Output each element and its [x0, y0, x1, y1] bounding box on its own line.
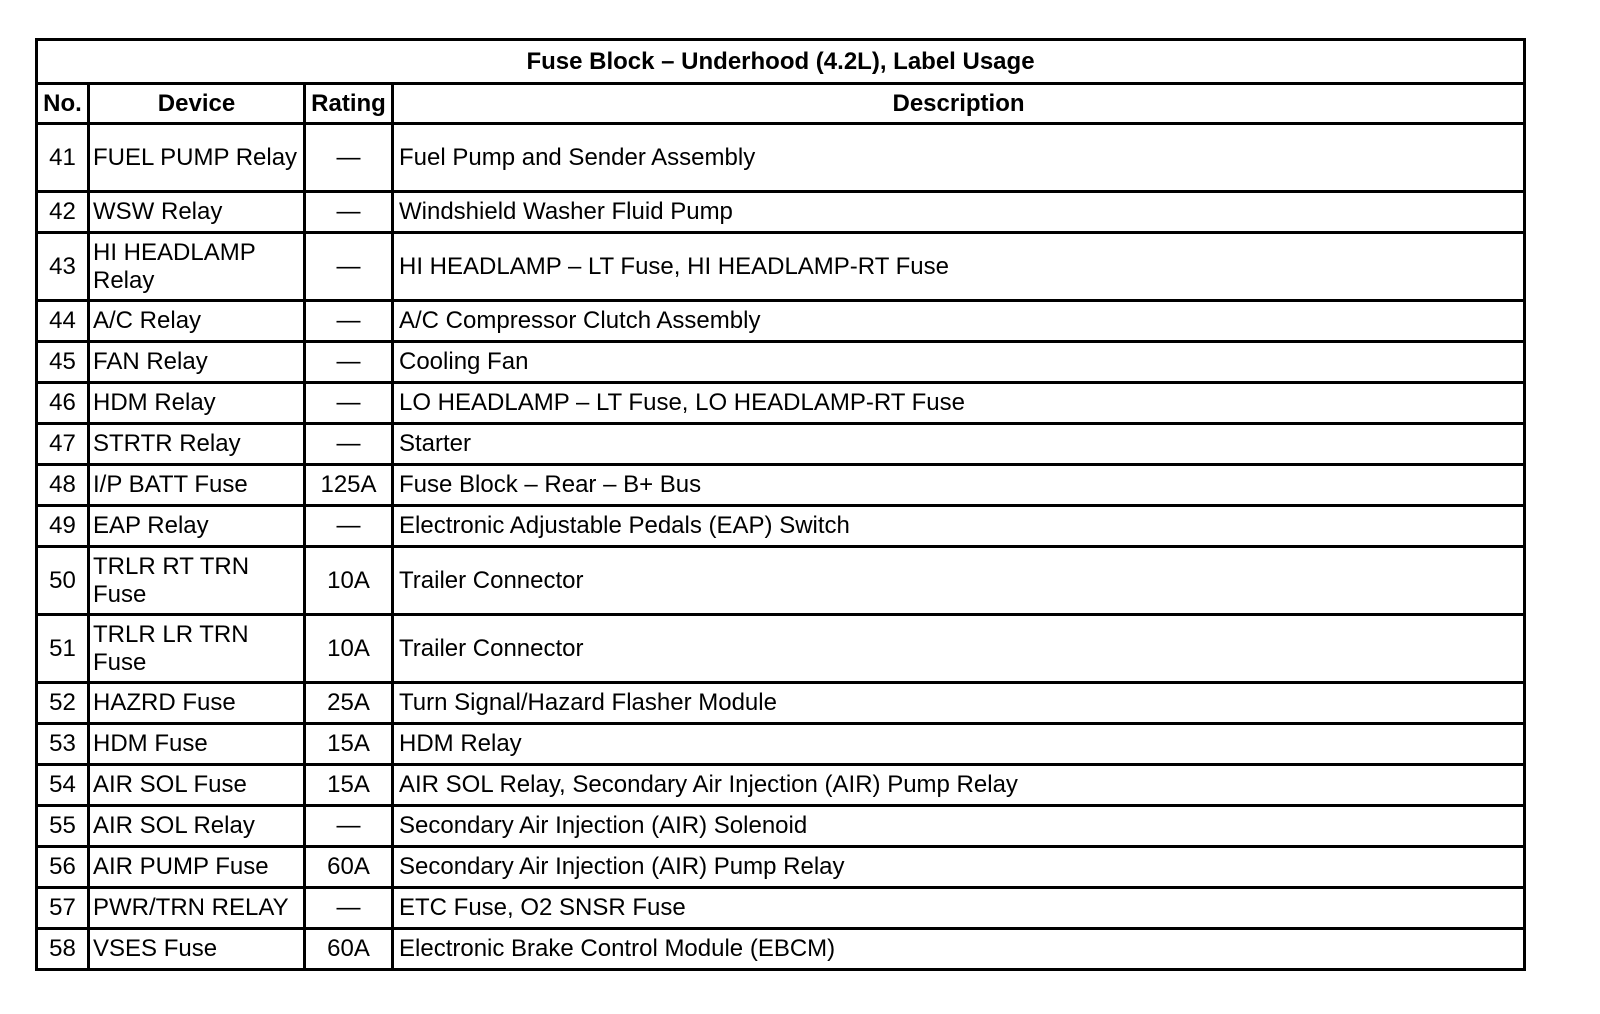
cell-device: HDM Relay: [89, 383, 305, 424]
table-row: [37, 301, 1525, 342]
cell-description: Trailer Connector: [393, 547, 1525, 615]
cell-rating: 125A: [305, 465, 393, 506]
cell-rating: —: [305, 383, 393, 424]
cell-no: 55: [37, 806, 89, 847]
cell-no: 51: [37, 615, 89, 683]
cell-no: 46: [37, 383, 89, 424]
column-header-rating: Rating: [305, 84, 393, 124]
cell-rating: —: [305, 192, 393, 233]
cell-description: Secondary Air Injection (AIR) Pump Relay: [393, 847, 1525, 888]
column-header-device: Device: [89, 84, 305, 124]
cell-no: 54: [37, 765, 89, 806]
table-title-row: [37, 40, 1525, 84]
cell-description: AIR SOL Relay, Secondary Air Injection (AIR) Pump Relay: [393, 765, 1525, 806]
cell-rating: —: [305, 888, 393, 929]
cell-description: Electronic Adjustable Pedals (EAP) Switch: [393, 506, 1525, 547]
table-row: [37, 547, 1525, 615]
cell-device: AIR PUMP Fuse: [89, 847, 305, 888]
cell-no: 41: [37, 124, 89, 192]
cell-device: HI HEADLAMP Relay: [89, 233, 305, 301]
column-header-description: Description: [393, 84, 1525, 124]
cell-description: Windshield Washer Fluid Pump: [393, 192, 1525, 233]
cell-no: 43: [37, 233, 89, 301]
cell-no: 50: [37, 547, 89, 615]
cell-description: Secondary Air Injection (AIR) Solenoid: [393, 806, 1525, 847]
table-row: [37, 929, 1525, 970]
table-row: [37, 615, 1525, 683]
cell-rating: —: [305, 342, 393, 383]
cell-device: AIR SOL Relay: [89, 806, 305, 847]
cell-rating: 60A: [305, 847, 393, 888]
cell-device: TRLR LR TRN Fuse: [89, 615, 305, 683]
cell-no: 58: [37, 929, 89, 970]
cell-no: 56: [37, 847, 89, 888]
cell-description: LO HEADLAMP – LT Fuse, LO HEADLAMP-RT Fuse: [393, 383, 1525, 424]
table-row: [37, 765, 1525, 806]
cell-no: 47: [37, 424, 89, 465]
table-row: [37, 806, 1525, 847]
cell-no: 48: [37, 465, 89, 506]
table-row: [37, 683, 1525, 724]
cell-rating: —: [305, 301, 393, 342]
cell-rating: 10A: [305, 547, 393, 615]
cell-description: Trailer Connector: [393, 615, 1525, 683]
table-row: [37, 383, 1525, 424]
cell-rating: —: [305, 424, 393, 465]
cell-device: TRLR RT TRN Fuse: [89, 547, 305, 615]
cell-device: A/C Relay: [89, 301, 305, 342]
cell-no: 45: [37, 342, 89, 383]
cell-device: HDM Fuse: [89, 724, 305, 765]
cell-no: 42: [37, 192, 89, 233]
table-row: [37, 342, 1525, 383]
cell-device: FAN Relay: [89, 342, 305, 383]
cell-no: 53: [37, 724, 89, 765]
table-row: [37, 724, 1525, 765]
cell-no: 57: [37, 888, 89, 929]
table-row: [37, 124, 1525, 192]
cell-device: HAZRD Fuse: [89, 683, 305, 724]
cell-rating: 10A: [305, 615, 393, 683]
cell-rating: 60A: [305, 929, 393, 970]
table-row: [37, 847, 1525, 888]
cell-device: PWR/TRN RELAY: [89, 888, 305, 929]
cell-no: 52: [37, 683, 89, 724]
cell-device: VSES Fuse: [89, 929, 305, 970]
cell-description: HDM Relay: [393, 724, 1525, 765]
cell-device: WSW Relay: [89, 192, 305, 233]
column-header-no: No.: [37, 84, 89, 124]
cell-description: Electronic Brake Control Module (EBCM): [393, 929, 1525, 970]
cell-description: A/C Compressor Clutch Assembly: [393, 301, 1525, 342]
table-title: Fuse Block – Underhood (4.2L), Label Usage: [37, 40, 1525, 84]
table-header-row: [37, 84, 1525, 124]
cell-description: Cooling Fan: [393, 342, 1525, 383]
cell-device: I/P BATT Fuse: [89, 465, 305, 506]
table-row: [37, 506, 1525, 547]
table-row: [37, 424, 1525, 465]
cell-rating: —: [305, 233, 393, 301]
cell-device: STRTR Relay: [89, 424, 305, 465]
cell-rating: —: [305, 806, 393, 847]
cell-rating: 25A: [305, 683, 393, 724]
cell-description: Fuse Block – Rear – B+ Bus: [393, 465, 1525, 506]
cell-rating: 15A: [305, 765, 393, 806]
cell-rating: 15A: [305, 724, 393, 765]
cell-description: ETC Fuse, O2 SNSR Fuse: [393, 888, 1525, 929]
table-row: [37, 192, 1525, 233]
cell-description: HI HEADLAMP – LT Fuse, HI HEADLAMP-RT Fuse: [393, 233, 1525, 301]
table-row: [37, 888, 1525, 929]
cell-description: Turn Signal/Hazard Flasher Module: [393, 683, 1525, 724]
cell-rating: —: [305, 506, 393, 547]
cell-no: 49: [37, 506, 89, 547]
cell-device: EAP Relay: [89, 506, 305, 547]
cell-no: 44: [37, 301, 89, 342]
table-row: [37, 465, 1525, 506]
fuse-block-table: [35, 38, 1526, 971]
cell-description: Fuel Pump and Sender Assembly: [393, 124, 1525, 192]
cell-device: AIR SOL Fuse: [89, 765, 305, 806]
cell-description: Starter: [393, 424, 1525, 465]
cell-rating: —: [305, 124, 393, 192]
table-row: [37, 233, 1525, 301]
cell-device: FUEL PUMP Relay: [89, 124, 305, 192]
